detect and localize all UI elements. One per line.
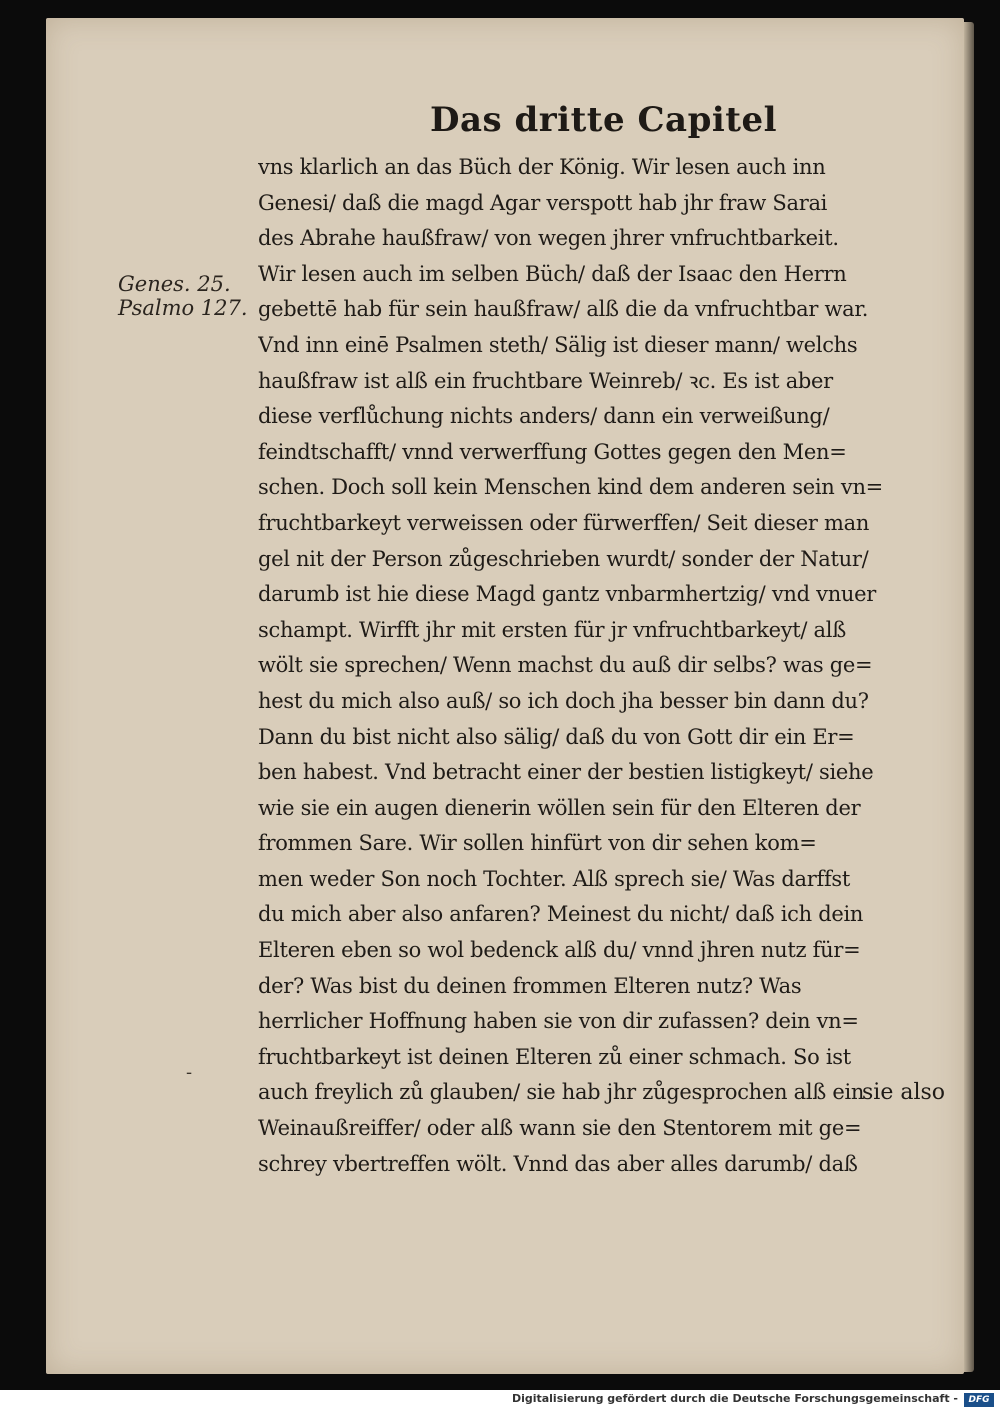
text-line: Vnd inn einē Psalmen steth/ Sälig ist dieser mann/ welchs [258,332,858,357]
running-head: Das dritte Capitel [430,100,778,140]
funding-credit: Digitalisierung gefördert durch die Deutsche Forschungsgemeinschaft - [511,1392,958,1405]
text-line: fruchtbarkeyt verweissen oder fürwerffen/ Seit dieser man [258,510,870,535]
page-edge [964,22,974,1372]
text-line: wölt sie sprechen/ Wenn machst du auß dir selbs? was ge= [258,653,873,678]
text-line: vns klarlich an das Büch der König. Wir lesen auch inn [258,155,826,179]
text-line: ben habest. Vnd betracht einer der bestien listigkeyt/ siehe [258,760,874,785]
text-line: Wir lesen auch im selben Büch/ daß der Isaac den Herrn [258,261,847,286]
text-line: wie sie ein augen dienerin wöllen sein für den Elteren der [258,795,861,820]
text-line: gebettē hab für sein haußfraw/ alß die da vnfruchtbar war. [258,297,869,322]
text-line: fruchtbarkeyt ist deinen Elteren zů einer schmach. So ist [258,1044,851,1069]
text-line: haußfraw ist alß ein fruchtbare Weinreb/ ꝛc. Es ist aber [258,368,833,393]
text-line: men weder Son noch Tochter. Alß sprech sie/ Was darffst [258,866,851,891]
text-line: Dann du bist nicht also sälig/ daß du von Gott dir ein Er= [258,724,855,749]
text-line: schrey vbertreffen wölt. Vnnd das aber alles darumb/ daß [258,1151,858,1176]
text-line: herrlicher Hoffnung haben sie von dir zufassen? dein vn= [258,1009,859,1034]
catchword: sie also [862,1080,946,1105]
text-line: darumb ist hie diese Magd gantz vnbarmhertzig/ vnd vnuer [258,582,877,607]
margin-note-genesis: Genes. 25. [118,272,231,296]
text-line: Elteren eben so wol bedenck alß du/ vnnd jhren nutz für= [258,938,861,963]
text-line: Genesi/ daß die magd Agar verspott hab jhr fraw Sarai [258,190,828,215]
text-line: diese verflůchung nichts anders/ dann ein verweißung/ [258,404,830,429]
text-line: schampt. Wirfft jhr mit ersten für jr vnfruchtbarkeyt/ alß [258,617,846,642]
margin-dash: - [186,1062,193,1083]
body-text [258,150,948,1182]
text-line: auch freylich zů glauben/ sie hab jhr zůgesprochen alß ein [258,1080,865,1105]
text-line: schen. Doch soll kein Menschen kind dem anderen sein vn= [258,475,883,500]
text-line: frommen Sare. Wir sollen hinfürt von dir sehen kom= [258,831,817,856]
footer-bar [0,1390,1000,1410]
text-line: hest du mich also auß/ so ich doch jha besser bin dann du? [258,688,869,713]
margin-notes [118,272,268,320]
text-line: feindtschafft/ vnnd verwerffung Gottes gegen den Men= [258,439,847,464]
margin-note-psalm: Psalmo 127. [118,296,248,320]
text-line: du mich aber also anfaren? Meinest du nicht/ daß ich dein [258,902,864,927]
text-line: gel nit der Person zůgeschrieben wurdt/ sonder der Natur/ [258,546,869,571]
text-line: Weinaußreiffer/ oder alß wann sie den Stentorem mit ge= [258,1116,862,1141]
text-line: des Abrahe haußfraw/ von wegen jhrer vnfruchtbarkeit. [258,226,839,251]
text-line: der? Was bist du deinen frommen Elteren nutz? Was [258,973,802,998]
dfg-logo-icon: DFG [964,1393,994,1407]
